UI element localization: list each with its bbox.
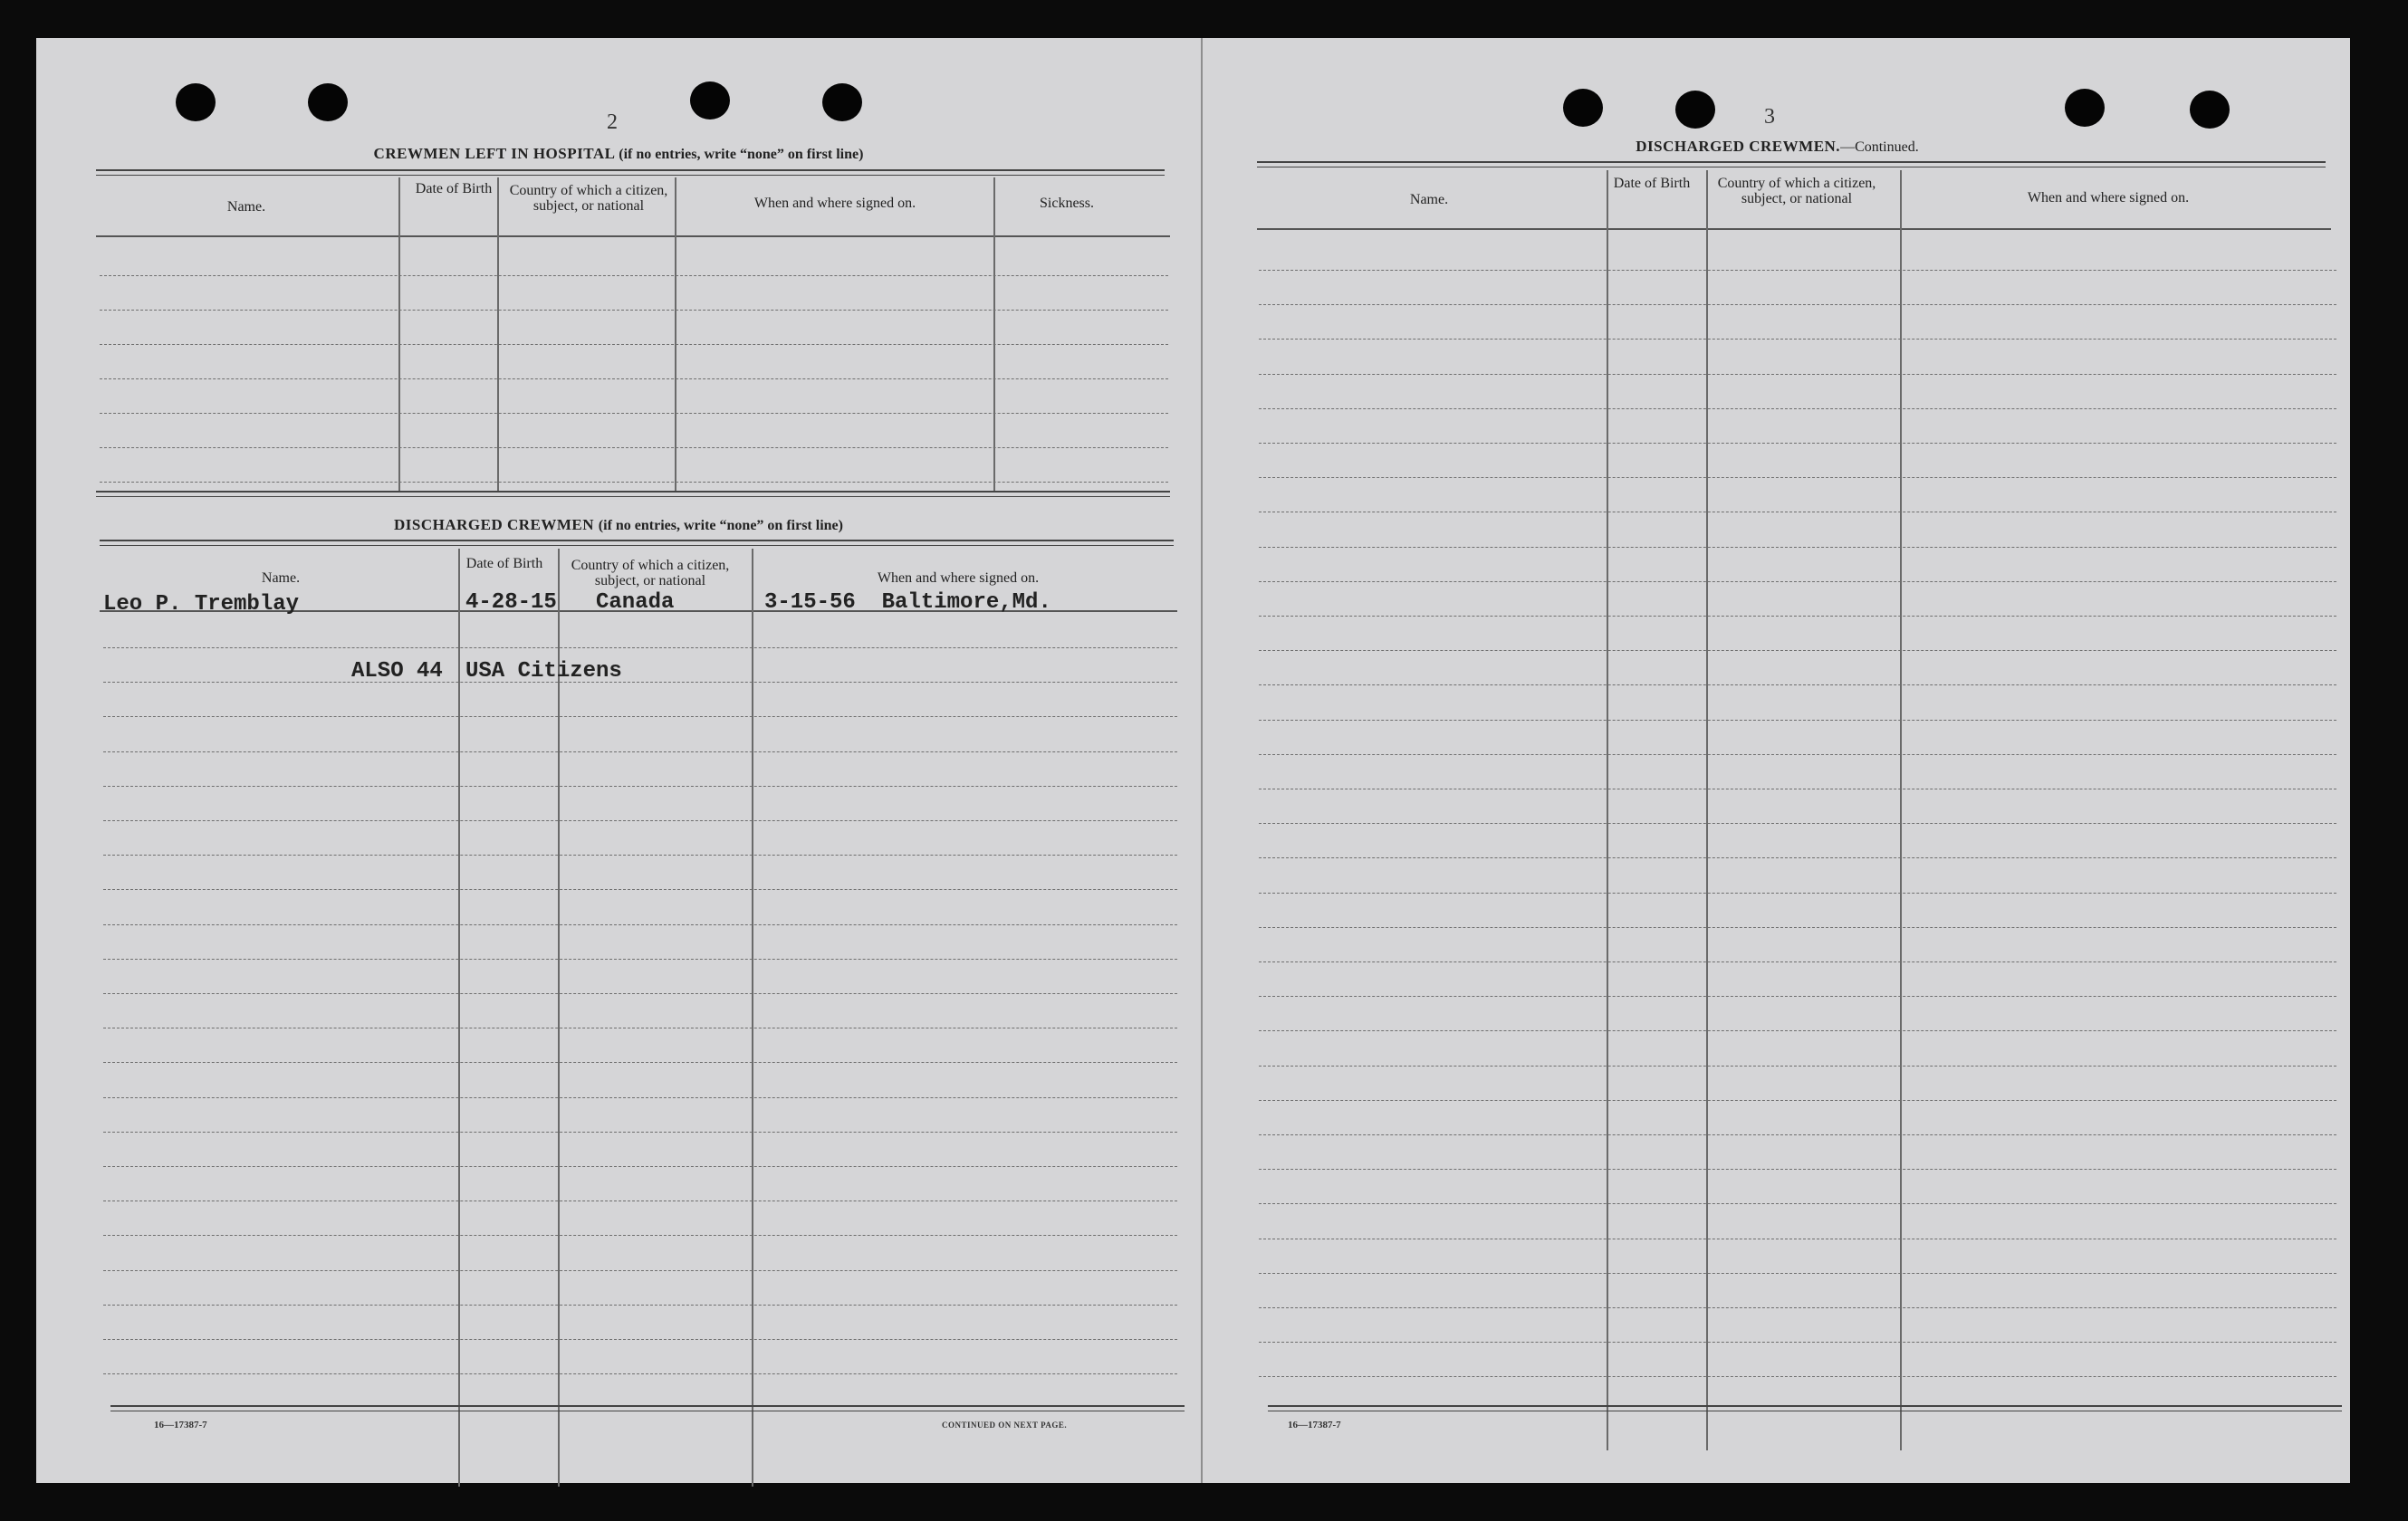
entry-line xyxy=(103,924,1177,925)
right-page xyxy=(1201,38,2352,1483)
hospital-section-title xyxy=(36,145,1201,163)
entry-line xyxy=(103,820,1177,821)
entry-line xyxy=(1259,754,2336,755)
entry-line xyxy=(1259,547,2336,548)
column-divider xyxy=(398,177,400,493)
entry-line xyxy=(1259,581,2336,582)
entry-line xyxy=(103,1235,1177,1236)
column-divider xyxy=(675,177,676,493)
punch-hole xyxy=(308,83,348,121)
continued-note: CONTINUED ON NEXT PAGE. xyxy=(942,1421,1068,1430)
right-title-text: DISCHARGED CREWMEN. xyxy=(1636,138,1841,155)
entry-line xyxy=(103,1270,1177,1271)
discharged-header-signed: When and where signed on. xyxy=(877,570,1040,586)
entry-line xyxy=(1259,1169,2336,1170)
entry-line xyxy=(1259,374,2336,375)
also-citizenship: USA Citizens xyxy=(465,659,622,684)
entry-line xyxy=(100,378,1168,379)
column-divider xyxy=(1607,170,1608,1450)
column-divider xyxy=(752,549,753,1487)
right-title-suffix: —Continued. xyxy=(1840,139,1919,155)
also-count: ALSO 44 xyxy=(351,659,443,684)
column-divider xyxy=(1900,170,1902,1450)
discharged-top-rule xyxy=(100,540,1174,546)
entry-line xyxy=(103,1305,1177,1306)
entry-line xyxy=(1259,1066,2336,1067)
entry-line xyxy=(1259,720,2336,721)
entry-line xyxy=(1259,1376,2336,1377)
entry-line xyxy=(1259,339,2336,340)
entry-line xyxy=(1259,684,2336,685)
entry-line xyxy=(103,1166,1177,1167)
crewman-name: Leo P. Tremblay xyxy=(103,592,300,617)
hospital-title-text: CREWMEN LEFT IN HOSPITAL xyxy=(373,145,615,162)
crewman-country: Canada xyxy=(596,590,675,615)
discharged-header-name: Name. xyxy=(261,570,301,586)
right-header-signed: When and where signed on. xyxy=(2027,190,2190,206)
entry-line xyxy=(103,855,1177,856)
entry-line xyxy=(1259,1134,2336,1135)
hospital-top-rule xyxy=(96,169,1165,176)
discharged-bottom-rule xyxy=(110,1405,1185,1411)
hospital-title-note: (if no entries, write “none” on first line) xyxy=(619,147,864,162)
hospital-header-signed: When and where signed on. xyxy=(753,196,916,211)
column-divider xyxy=(497,177,499,493)
right-bottom-rule xyxy=(1268,1405,2342,1411)
hospital-bottom-rule xyxy=(96,491,1170,497)
right-header-dob: Date of Birth xyxy=(1613,176,1691,191)
column-divider xyxy=(993,177,995,493)
discharged-title-note: (if no entries, write “none” on first line) xyxy=(598,518,843,533)
discharged-title-text: DISCHARGED CREWMEN xyxy=(394,516,595,533)
page-number: 2 xyxy=(607,110,618,134)
hospital-header-sickness: Sickness. xyxy=(1040,196,1094,211)
punch-hole xyxy=(822,83,862,121)
entry-line xyxy=(1259,443,2336,444)
entry-line xyxy=(103,1097,1177,1098)
page-number: 3 xyxy=(1764,105,1775,129)
document-sheet xyxy=(36,38,2350,1483)
entry-line xyxy=(103,751,1177,752)
punch-hole xyxy=(176,83,216,121)
entry-line xyxy=(100,482,1168,483)
entry-line xyxy=(1259,893,2336,894)
entry-line xyxy=(103,786,1177,787)
punch-hole xyxy=(1563,89,1603,127)
entry-line xyxy=(1259,1342,2336,1343)
entry-line xyxy=(100,344,1168,345)
entry-line xyxy=(103,716,1177,717)
right-top-rule xyxy=(1257,161,2326,167)
entry-line xyxy=(100,275,1168,276)
entry-line xyxy=(1259,1307,2336,1308)
entry-line xyxy=(103,647,1177,648)
punch-hole xyxy=(2065,89,2105,127)
entry-line xyxy=(1259,961,2336,962)
entry-line xyxy=(1259,270,2336,271)
entry-line xyxy=(100,413,1168,414)
entry-line xyxy=(103,993,1177,994)
entry-line xyxy=(1259,857,2336,858)
hospital-header-country: Country of which a citizen, subject, or national xyxy=(509,183,668,214)
punch-hole xyxy=(1675,91,1715,129)
column-divider xyxy=(558,549,560,1487)
hospital-header-name: Name. xyxy=(226,199,266,215)
entry-line xyxy=(100,447,1168,448)
entry-line xyxy=(100,310,1168,311)
entry-line xyxy=(1259,408,2336,409)
right-header-rule xyxy=(1257,228,2331,230)
hospital-header-rule xyxy=(96,235,1170,237)
entry-line xyxy=(1259,650,2336,651)
right-header-name: Name. xyxy=(1409,192,1449,207)
discharged-header-dob: Date of Birth xyxy=(465,556,543,571)
entry-line xyxy=(1259,304,2336,305)
entry-line xyxy=(1259,1100,2336,1101)
entry-line xyxy=(1259,1273,2336,1274)
entry-line xyxy=(1259,1203,2336,1204)
form-number: 16—17387-7 xyxy=(154,1420,207,1430)
crewman-dob: 4-28-15 xyxy=(465,590,557,615)
form-number: 16—17387-7 xyxy=(1288,1420,1341,1430)
entry-line xyxy=(1259,927,2336,928)
left-page xyxy=(36,38,1201,1483)
entry-line xyxy=(103,1062,1177,1063)
entry-line xyxy=(103,1339,1177,1340)
discharged-header-country: Country of which a citizen, subject, or national xyxy=(571,558,730,588)
entry-line xyxy=(103,959,1177,960)
punch-hole xyxy=(2190,91,2230,129)
entry-line xyxy=(1259,996,2336,997)
entry-line xyxy=(103,889,1177,890)
entry-line xyxy=(1259,616,2336,617)
entry-line xyxy=(1259,1030,2336,1031)
entry-line xyxy=(103,1373,1177,1374)
entry-line xyxy=(103,1132,1177,1133)
entry-line xyxy=(103,682,1177,683)
hospital-header-dob: Date of Birth xyxy=(415,181,493,196)
column-divider xyxy=(458,549,460,1487)
entry-line xyxy=(1259,823,2336,824)
right-header-country: Country of which a citizen, subject, or national xyxy=(1717,176,1876,206)
right-section-title xyxy=(1203,138,2352,156)
column-divider xyxy=(1706,170,1708,1450)
crewman-signed-on: 3-15-56 Baltimore,Md. xyxy=(764,590,1051,615)
entry-line xyxy=(1259,477,2336,478)
discharged-section-title xyxy=(36,516,1201,534)
punch-hole xyxy=(690,81,730,120)
